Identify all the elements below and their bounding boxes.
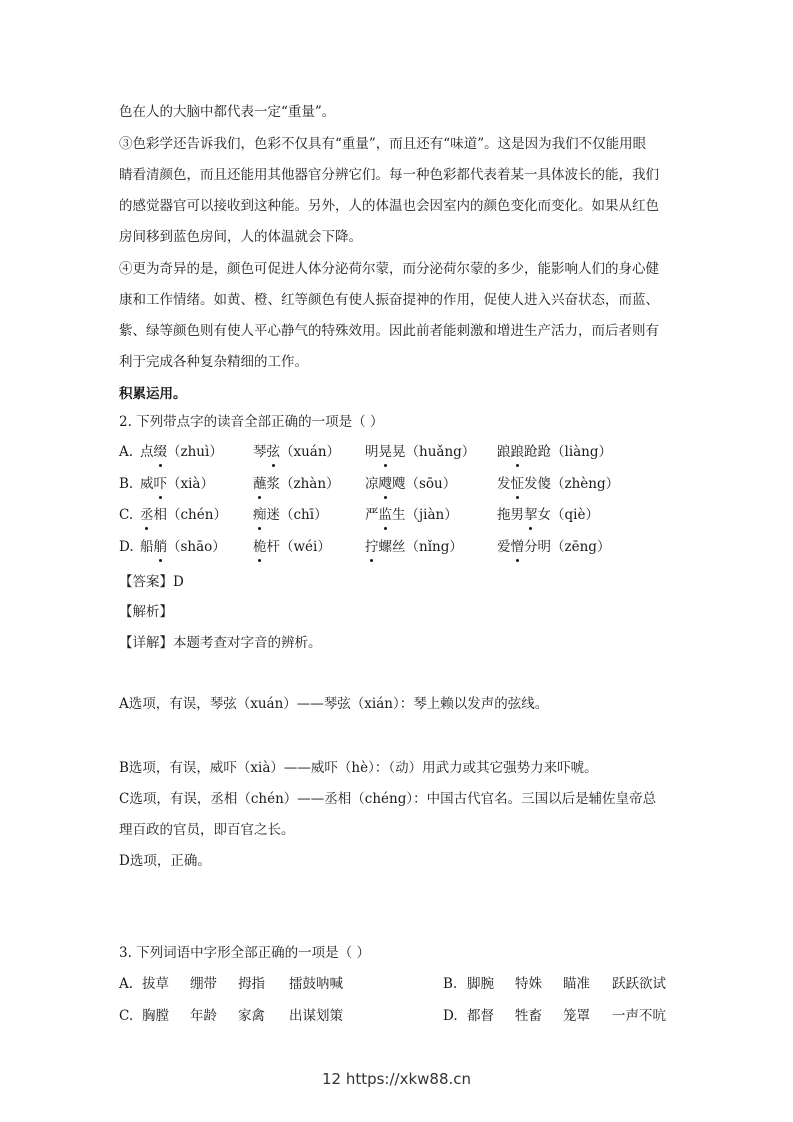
option-row — [119, 505, 679, 525]
option-word: 胸膛 — [142, 1008, 169, 1024]
question-2-stem: 2. 下列带点字的读音全部正确的一项是（ ） — [119, 414, 384, 430]
dotted-char: 憎 — [510, 539, 524, 555]
explain-a: A选项，有误，琴弦（xuán）——琴弦（xián）：琴上赖以发声的弦线。 — [119, 696, 549, 712]
dotted-char: 蘸 — [253, 476, 267, 492]
option-row — [119, 537, 679, 557]
option-item: 丞相（chén） — [140, 507, 227, 523]
option-word: 跃跃欲试 — [612, 976, 666, 992]
passage-line: 色在人的大脑中都代表一定“重量”。 — [119, 104, 336, 120]
option-item: 爱憎分明（zēng） — [497, 539, 611, 555]
option-word: 拔草 — [142, 976, 169, 992]
option-letter: A. — [119, 444, 134, 460]
dotted-char: 挈 — [524, 507, 538, 523]
question-3-stem: 3. 下列词语中字形全部正确的一项是（ ） — [119, 945, 370, 961]
option-row — [119, 1006, 679, 1026]
option-item: 拖男挈女（qiè） — [497, 507, 599, 523]
dotted-char: 弦 — [266, 444, 280, 460]
option-row — [119, 442, 679, 462]
option-word: 都督 — [467, 1008, 494, 1024]
option-letter: B. — [119, 476, 134, 492]
option-item: 蘸浆（zhàn） — [253, 476, 340, 492]
option-word: 绷带 — [190, 976, 217, 992]
option-item: 拧螺丝（nǐng） — [365, 539, 463, 555]
option-item: 发怔发傻（zhèng） — [497, 476, 620, 492]
option-word: 出谋划策 — [289, 1008, 343, 1024]
option-word: 拇指 — [238, 976, 265, 992]
option-item: 威吓（xià） — [140, 476, 214, 492]
explain-b: B选项，有误，威吓（xià）——威吓（hè）：（动）用武力或其它强势力来吓唬。 — [119, 760, 598, 776]
option-item: 船艄（shāo） — [140, 539, 226, 555]
option-item: 明晃晃（huǎng） — [365, 444, 476, 460]
dotted-char: 晃 — [378, 444, 392, 460]
dotted-char: 缀 — [153, 444, 167, 460]
option-letter: B. — [443, 976, 458, 992]
answer-line: 【答案】D — [119, 574, 184, 590]
analysis-label: 【解析】 — [119, 604, 173, 620]
passage-line: 房间移到蓝色房间，人的体温就会下降。 — [119, 229, 362, 245]
option-row — [119, 474, 679, 494]
option-word: 家禽 — [238, 1008, 265, 1024]
option-item: 桅杆（wéi） — [253, 539, 331, 555]
section-title: 积累运用。 — [119, 386, 187, 402]
option-letter: D. — [443, 1008, 458, 1024]
option-letter: C. — [119, 507, 134, 523]
dotted-char: 监 — [378, 507, 392, 523]
passage-line: 的感觉器官可以接收到这种能。另外，人的体温也会因室内的颜色变化而变化。如果从红色 — [119, 198, 659, 214]
dotted-char: 拧 — [365, 539, 379, 555]
dotted-char: 艄 — [153, 539, 167, 555]
dotted-char: 痴 — [253, 507, 267, 523]
option-item: 严监生（jiàn） — [365, 507, 458, 523]
dotted-char: 丞 — [140, 507, 154, 523]
option-word: 特姝 — [515, 976, 542, 992]
option-row — [119, 974, 679, 994]
explain-c-cont: 理百政的官员，即百官之长。 — [119, 822, 295, 838]
option-item: 琴弦（xuán） — [253, 444, 341, 460]
option-item: 点缀（zhuì） — [140, 444, 223, 460]
dotted-char: 桅 — [253, 539, 267, 555]
option-word: 脚腕 — [467, 976, 494, 992]
option-word: 擂鼓呐喊 — [289, 976, 343, 992]
passage-line: 利于完成各种复杂精细的工作。 — [119, 354, 308, 370]
passage-line: ③色彩学还告诉我们，色彩不仅具有“重量”，而且还有“味道”。这是因为我们不仅能用眼 — [119, 136, 647, 152]
explain-d: D选项，正确。 — [119, 853, 211, 869]
explain-c: C选项，有误，丞相（chén）——丞相（chéng）：中国古代官名。三国以后是辅佐皇帝总 — [119, 791, 657, 807]
dotted-char: 踉 — [510, 444, 524, 460]
option-letter: C. — [119, 1008, 134, 1024]
option-word: 年龄 — [190, 1008, 217, 1024]
option-letter: D. — [119, 539, 134, 555]
option-word: 瞄准 — [563, 976, 590, 992]
passage-line: ④更为奇异的是，颜色可促进人体分泌荷尔蒙，而分泌荷尔蒙的多少，能影响人们的身心健 — [119, 261, 659, 277]
passage-line: 睛看清颜色，而且还能用其他器官分辨它们。每一种色彩都代表着某一具体波长的能，我们 — [119, 167, 659, 183]
dotted-char: 吓 — [153, 476, 167, 492]
passage-line: 康和工作情绪。如黄、橙、红等颜色有使人振奋提神的作用，促使人进入兴奋状态，而蓝、 — [119, 292, 659, 308]
passage-line: 紫、绿等颜色则有使人平心静气的特殊效用。因此前者能刺激和增进生产活力，而后者则有 — [119, 323, 659, 339]
detail-line: 【详解】本题考查对字音的辨析。 — [119, 635, 322, 651]
option-word: 牲畜 — [515, 1008, 542, 1024]
option-item: 踉踉跄跄（liàng） — [497, 444, 613, 460]
page-footer: 12 https://xkw88.cn — [321, 1070, 472, 1088]
option-word: 一声不吭 — [612, 1008, 666, 1024]
dotted-char: 怔 — [510, 476, 524, 492]
dotted-char: 飕 — [378, 476, 392, 492]
option-word: 笼罩 — [563, 1008, 590, 1024]
option-item: 痴迷（chī） — [253, 507, 328, 523]
option-item: 凉飕飕（sōu） — [365, 476, 457, 492]
option-letter: A. — [119, 976, 134, 992]
